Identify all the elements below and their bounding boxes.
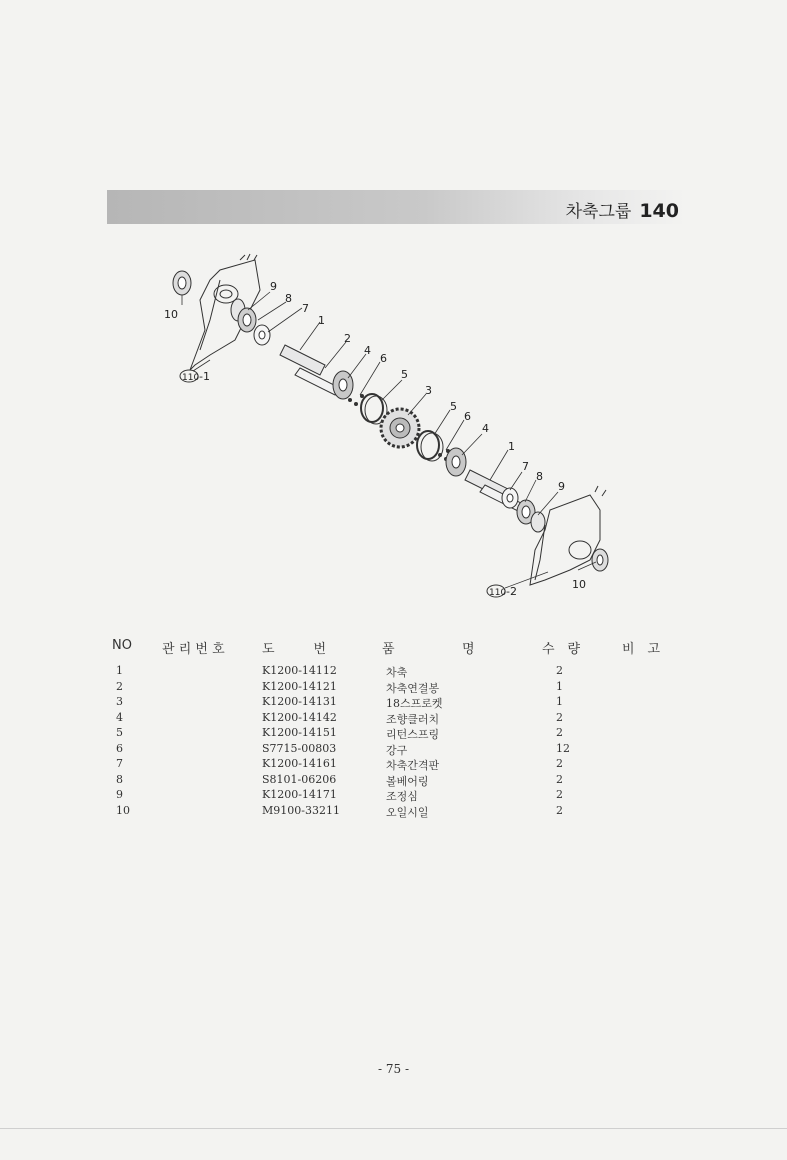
cell-no: 10	[116, 803, 130, 817]
cell-no: 2	[116, 679, 123, 693]
cell-name: 차축연결봉	[386, 681, 440, 695]
callout-label: 8	[536, 470, 543, 483]
cell-qty: 2	[556, 772, 563, 786]
cell-no: 9	[116, 788, 123, 801]
cell-name: 조향클러치	[386, 712, 440, 726]
callout-label: 9	[558, 480, 565, 493]
col-note: 비 고	[622, 642, 661, 657]
cell-qty: 2	[556, 726, 563, 739]
cell-drawing: K1200-14131	[262, 695, 337, 708]
cell-drawing: K1200-14151	[262, 726, 337, 739]
table-row	[112, 680, 612, 696]
cell-drawing: K1200-14112	[262, 664, 337, 677]
col-no: NO	[112, 638, 132, 653]
table-row	[112, 804, 612, 820]
callout-label: 10	[164, 308, 178, 321]
table-row	[112, 788, 612, 804]
cell-no: 6	[116, 741, 123, 755]
callout-label: 9	[270, 280, 277, 293]
col-quantity: 수 량	[542, 642, 581, 657]
callout-label: 1	[508, 440, 515, 453]
table-row	[112, 773, 612, 789]
col-mgmt-number: 관 리 번 호	[162, 642, 225, 657]
callout-label: 2	[344, 332, 351, 345]
cell-no: 3	[116, 695, 123, 708]
parts-table-body	[112, 664, 612, 819]
cell-name: 차축	[386, 666, 408, 679]
cell-drawing: M9100-33211	[262, 803, 340, 817]
cell-qty: 12	[556, 741, 570, 755]
cell-drawing: K1200-14171	[262, 788, 337, 801]
right-housing	[530, 486, 606, 585]
section-title-text: 차축그룹	[565, 202, 632, 222]
callout-label: 5	[401, 368, 408, 381]
callout-label: 8	[285, 292, 292, 305]
callout-label: 3	[425, 384, 432, 397]
cell-name: 차축간격판	[386, 759, 440, 772]
cell-no: 7	[116, 757, 123, 770]
axle-shaft	[280, 345, 340, 395]
callout-label: 4	[482, 422, 489, 435]
callout-label: 6	[464, 410, 471, 423]
group-label-right-suffix: -2	[506, 585, 517, 598]
table-row	[112, 711, 612, 727]
group-label-left	[180, 370, 210, 383]
col-name-part-a: 품	[382, 642, 395, 657]
cell-drawing: K1200-14121	[262, 679, 337, 693]
cell-qty: 2	[556, 710, 563, 724]
cell-no: 4	[116, 710, 123, 724]
section-number: 140	[639, 200, 679, 222]
cell-qty: 2	[556, 664, 563, 677]
cell-drawing: S8101-06206	[262, 772, 337, 786]
cell-qty: 1	[556, 695, 563, 708]
col-name-part-b: 명	[462, 642, 475, 657]
group-label-right-prefix: 110	[489, 588, 507, 598]
cell-drawing: S7715-00803	[262, 741, 337, 755]
group-label-left-prefix: 110	[182, 373, 200, 383]
cell-no: 5	[116, 726, 123, 739]
exploded-parts-diagram	[150, 250, 620, 610]
cell-name: 조정심	[386, 790, 418, 803]
cell-qty: 2	[556, 757, 563, 770]
callout-label: 7	[302, 302, 309, 315]
table-row	[112, 664, 612, 680]
cell-drawing: K1200-14142	[262, 710, 337, 724]
cell-qty: 2	[556, 788, 563, 801]
cell-name: 강구	[386, 743, 408, 757]
cell-drawing: K1200-14161	[262, 757, 337, 770]
callout-label: 1	[318, 314, 325, 327]
table-row	[112, 757, 612, 773]
cell-name: 볼베어링	[386, 774, 429, 788]
parts-table-header	[112, 638, 688, 658]
callout-label: 10	[572, 578, 586, 591]
callout-label: 7	[522, 460, 529, 473]
callout-label: 6	[380, 352, 387, 365]
cell-name: 리턴스프링	[386, 728, 440, 741]
bottom-divider	[0, 1128, 787, 1129]
page-number: - 75 -	[377, 1062, 409, 1076]
table-row	[112, 742, 612, 758]
cell-no: 1	[116, 664, 123, 677]
section-title	[566, 197, 679, 222]
cell-name: 오일시일	[386, 805, 429, 819]
cell-qty: 2	[556, 803, 563, 817]
callout-label: 5	[450, 400, 457, 413]
cell-name: 18스프로켓	[386, 697, 443, 710]
group-label-right	[487, 585, 517, 598]
cell-no: 8	[116, 772, 123, 786]
table-row	[112, 695, 612, 711]
callout-label: 4	[364, 344, 371, 357]
table-row	[112, 726, 612, 742]
group-label-left-suffix: -1	[199, 370, 210, 383]
cell-qty: 1	[556, 679, 563, 693]
col-drawing-number: 도 번	[262, 642, 327, 657]
